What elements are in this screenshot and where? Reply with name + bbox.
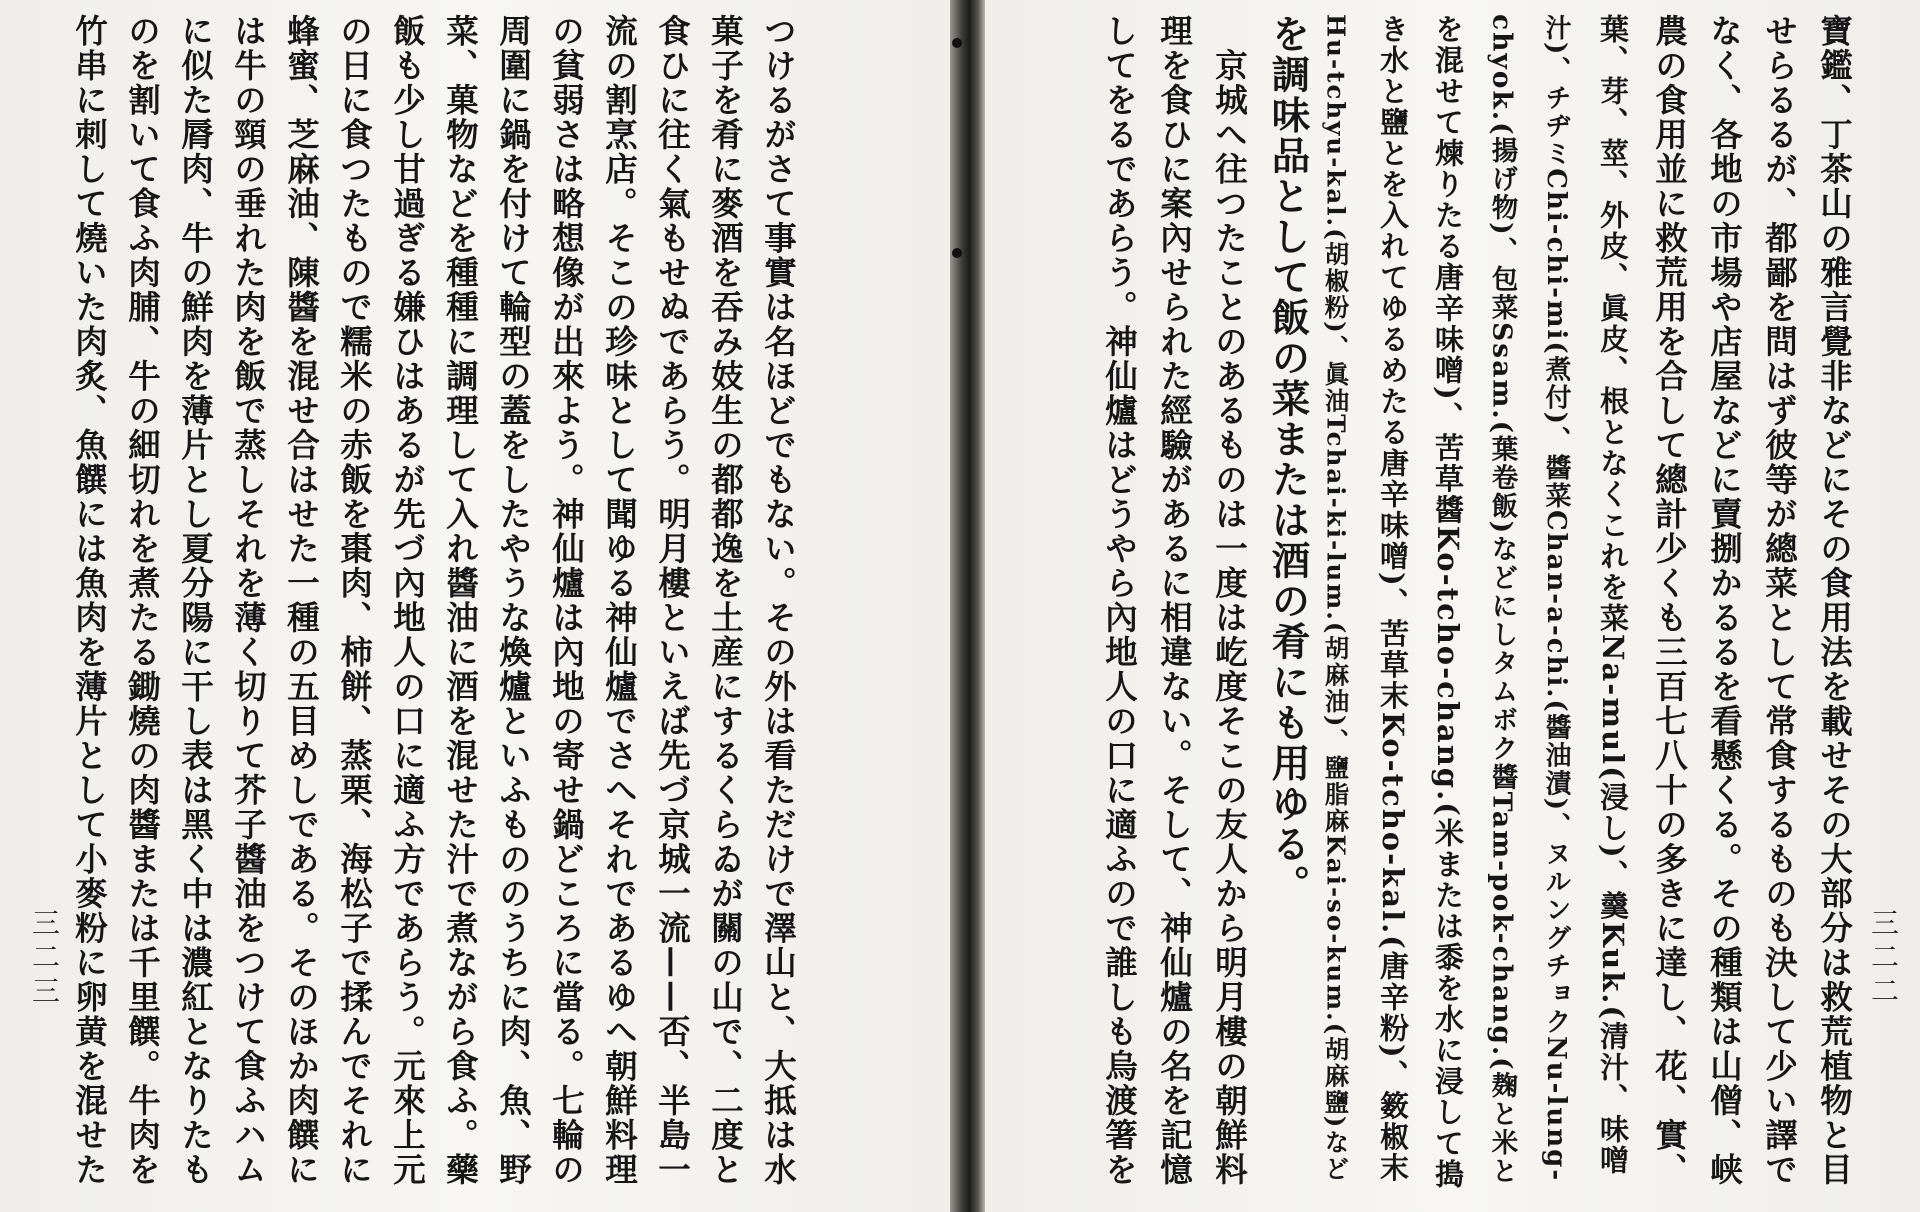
right-page-column-2: せらるるが、都鄙を問はず彼等が總菜として常食するものも決して少い譯で (1760, 14, 1800, 1187)
right-page (985, 0, 1920, 1212)
left-page-column-1: つけるがさて事實は名ほどでもない。その外は看ただけで澤山と、大抵は水 (759, 14, 799, 1187)
right-page-column-4: 農の食用並に救荒用を合して總計少くも三百七八十の多きに達し、花、實、 (1650, 14, 1690, 1187)
left-page-column-6: 周圍に鍋を付けて輪型の蓋をしたやうな煥爐といふもののうちに肉、魚、野 (494, 14, 534, 1187)
left-page (0, 0, 950, 1212)
right-page-column-9: き水と鹽とを入れてゆるめたる唐辛味噌)、苦草末Ko-tcho-kal.(唐辛粉)、䉤椒末 (1376, 14, 1410, 1184)
left-page-column-11: は牛の頸の垂れた肉を飯で蒸しそれを薄く切りて芥子醬油をつけて食ふハム (229, 14, 269, 1187)
left-page-number: 三二三 (28, 908, 61, 1010)
left-page-column-5: の貧弱さは略想像が出來よう。神仙爐は內地の寄せ鍋どころに當る。七輪の (547, 14, 587, 1187)
binding-stitch-top (952, 38, 962, 48)
right-page-column-13: 理を食ひに案內せられた經驗があるに相違ない。そして、神仙爐の名を記憶 (1155, 14, 1195, 1187)
left-page-column-3: 食ひに往く氣もせぬであらう。明月樓といえば先づ京城一流——否、半島一 (653, 14, 693, 1187)
right-page-column-5: 葉、芽、莖、外皮、眞皮、根となくこれを菜Na-mul(浸し)、羹Kuk.(清汁、味噌 (1596, 14, 1630, 1177)
left-page-column-2: 菓子を肴に麥酒を吞み妓生の都都逸を土産にするくらゐが關の山で、二度と (706, 14, 746, 1187)
left-page-column-7: 菜、菓物などを種種に調理して入れ醬油に酒を混せた汁で煮ながら食ふ。藥 (441, 14, 481, 1187)
right-page-number: 三二二 (1867, 908, 1900, 1010)
right-page-column-6: 汁)、チヂミChi-chi-mi(煮付)、醬菜Chan-a-chi.(醬油漬)、ヌルングチョクNu-lung- (1541, 14, 1571, 1183)
right-page-column-11: を調味品として飯の菜または酒の肴にも用ゆる。 (1265, 14, 1311, 905)
left-page-column-14: 竹串に刺して燒いた肉炙、魚饌には魚肉を薄片として小麥粉に卵黄を混せた (70, 14, 110, 1187)
left-page-column-4: 流の割烹店。そこの珍味として聞ゆる神仙爐でさへそれであるゆへ朝鮮料理 (600, 14, 640, 1187)
right-page-column-10: Hu-tchyu-kal.(胡椒粉)、眞油Tchai-ki-lum.(胡麻油)、鹽脂麻Kai-so-kum.(胡麻鹽)など (1321, 14, 1351, 1183)
left-page-column-10: 蜂蜜、芝麻油、陳醬を混せ合はせた一種の五目めしである。そのほか肉饌に (282, 14, 322, 1187)
right-page-column-14: してをるであらう。神仙爐はどうやら內地人の口に適ふので誰しも烏渡箸を (1100, 14, 1140, 1187)
binding-stitch-bottom (952, 248, 962, 258)
right-page-column-7: chyok.(揚げ物)、包菜Ssam.(葉卷飯)などにしタムボク醬Tam-pok-chang.(麹と米と (1486, 14, 1518, 1186)
left-page-column-12: に似た脣肉、牛の鮮肉を薄片とし夏分陽に干し表は黑く中は濃紅となりたも (176, 14, 216, 1187)
left-page-column-13: のを割いて食ふ肉脯、牛の細切れを煮たる鋤燒の肉醬または千里饌。牛肉を (123, 14, 163, 1187)
right-page-column-3: なく、各地の市場や店屋などに賣捌かるるを看懸くる。その種類は山僧、峡 (1705, 14, 1745, 1187)
right-page-column-1: 寶鑑、丁茶山の雅言覺非などにその食用法を載せその大部分は救荒植物と目 (1815, 14, 1855, 1187)
right-page-column-12: 京城へ往つたことのあるものは一度は屹度そこの友人から明月樓の朝鮮料 (1210, 14, 1250, 1187)
left-page-column-8: 飯も少し甘過ぎる嫌ひはあるが先づ內地人の口に適ふ方であらう。元來上元 (388, 14, 428, 1187)
right-page-column-8: を混せて煉りたる唐辛味噌)、苦草醬Ko-tcho-chang.(米または黍を水に浸して搗 (1431, 14, 1465, 1190)
book-gutter (950, 0, 985, 1212)
left-page-column-9: の日に食つたもので糯米の赤飯を棗肉、柿餅、蒸栗、海松子で揉んでそれに (335, 14, 375, 1187)
